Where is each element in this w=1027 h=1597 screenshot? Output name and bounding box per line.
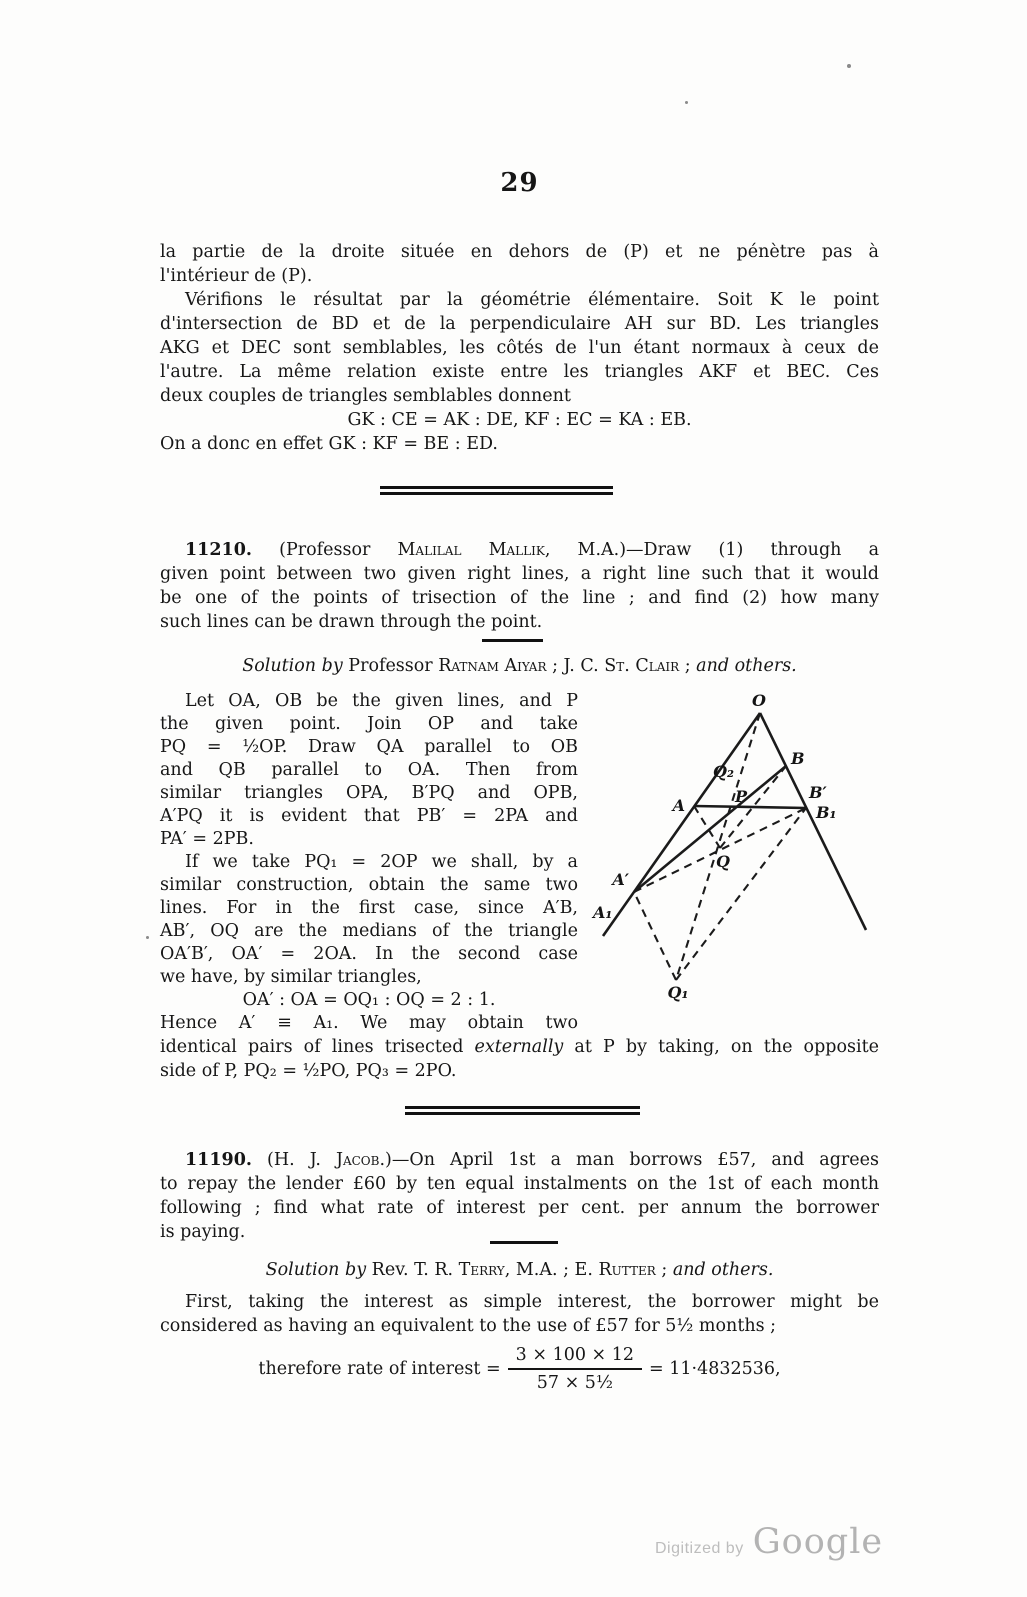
dashed-line-Q1-B1 [676, 808, 806, 980]
problem-11210 [160, 538, 879, 634]
text-fragment: ( [251, 1150, 274, 1170]
dashed-line-Q1-Aprime [634, 892, 676, 980]
figure-label: B′ [809, 783, 827, 802]
solution-header-11190 [160, 1260, 879, 1280]
text-fragment: at P by taking, on the opposite [563, 1037, 879, 1057]
text-line: such lines can be drawn through the point. [160, 612, 543, 632]
text-line [160, 1035, 879, 1059]
text-fragment: externally [474, 1037, 564, 1057]
text-line: and QB parallel to OA. Then from [160, 760, 578, 780]
scan-speck [847, 64, 851, 68]
given-line-left [603, 713, 760, 936]
figure-label: O [752, 691, 766, 710]
text-line: OA′B′, OA′ = 2OA. In the second case [160, 944, 578, 964]
geometry-figure [573, 678, 898, 1013]
text-line: the given point. Join OP and take [160, 714, 578, 734]
text-line: PQ = ½OP. Draw QA parallel to OB [160, 737, 578, 757]
text-line: l'intérieur de (P). [160, 266, 313, 286]
text-line: AKG et DEC sont semblables, les côtés de l'un étant normaux à ceux de [160, 338, 879, 358]
digitized-watermark [655, 1522, 883, 1562]
scan-speck [146, 936, 149, 939]
text-fragment: Malilal Mallik [397, 540, 545, 560]
text-fragment: identical pairs of lines trisected [160, 1037, 475, 1057]
figure-label: Q₂ [713, 762, 734, 781]
text-fragment: and others. [696, 656, 797, 676]
text-fragment: and others. [672, 1260, 774, 1280]
interest-formula [160, 1344, 879, 1393]
text-line: side of P, PQ₂ = ½PO, PQ₃ = 2PO. [160, 1061, 457, 1081]
text-fragment: Solution by [242, 656, 343, 676]
text-line: to repay the lender £60 by ten equal instalments on the 1st of each month [160, 1174, 879, 1194]
text-line [160, 1148, 879, 1172]
text-line: PA′ = 2PB. [160, 829, 254, 849]
fraction-denominator: 57 × 5½ [536, 1373, 613, 1393]
text-line: On a donc en effet GK : KF = BE : ED. [160, 434, 498, 454]
text-fragment: Terry [458, 1260, 505, 1280]
figure-labels [591, 691, 837, 1002]
text-line: Hence A′ ≡ A₁. We may obtain two [160, 1013, 578, 1033]
text-fragment: J. C. St. Clair [563, 656, 680, 676]
text-line: we have, by similar triangles, [160, 967, 422, 987]
problem-11190 [160, 1148, 879, 1244]
text-line: lines. For in the first case, since A′B, [160, 898, 578, 918]
text-line: First, taking the interest as simple interest, the borrower might be [185, 1292, 879, 1312]
text-fragment: Professor [342, 656, 439, 676]
solution-header-11210 [160, 656, 879, 676]
text-fragment: , M.A.)—Draw (1) through a [544, 540, 880, 560]
fraction-numerator: 3 × 100 × 12 [508, 1344, 642, 1370]
text-fragment: ; [546, 656, 564, 676]
figure-label: P [735, 787, 748, 806]
text-line: l'autre. La même relation existe entre les triangles AKF et BEC. Ces [160, 362, 879, 382]
figure-canvas [573, 678, 898, 1013]
text-fragment: H. J. Jacob. [273, 1150, 386, 1170]
text-line: following ; find what rate of interest per cent. per annum the borrower [160, 1198, 879, 1218]
text-line: deux couples de triangles semblables donnent [160, 386, 571, 406]
formula-fraction [508, 1344, 642, 1393]
text-fragment: ; [655, 1260, 673, 1280]
text-line: Vérifions le résultat par la géométrie élémentaire. Soit K le point [185, 290, 879, 310]
divider-double-2 [405, 1106, 640, 1115]
text-fragment: Rev. T. R. [366, 1260, 459, 1280]
solution-paragraph-11190 [160, 1290, 879, 1338]
text-fragment: (Professor [251, 540, 398, 560]
divider-bar [380, 492, 613, 495]
figure-label: Q₁ [667, 983, 689, 1002]
solution-wide-11210 [160, 1035, 879, 1083]
text-line: given point between two given right lines, a right line such that it would [160, 564, 879, 584]
text-fragment: )—On April 1st a man borrows £57, and agrees [385, 1150, 879, 1170]
figure-solid-lines [603, 713, 866, 936]
divider-double-1 [380, 486, 613, 495]
given-line-right [760, 713, 866, 930]
text-line: la partie de la droite située en dehors de (P) et ne pénètre pas à [160, 242, 879, 262]
formula-result: = 11·4832536, [649, 1358, 781, 1379]
divider-short-2 [490, 1241, 558, 1244]
text-fragment: 11190. [185, 1150, 252, 1170]
watermark-prefix: Digitized by [655, 1540, 744, 1557]
text-line: AB′, OQ are the medians of the triangle [160, 921, 578, 941]
figure-label: B₁ [816, 803, 837, 822]
figure-label: Q [716, 852, 730, 871]
text-line: similar construction, obtain the same two [160, 875, 578, 895]
text-line: OA′ : OA = OQ₁ : OQ = 2 : 1. [242, 990, 496, 1010]
text-line: GK : CE = AK : DE, KF : EC = KA : EB. [347, 410, 692, 430]
text-fragment: Solution by [265, 1260, 367, 1280]
dashed-line-A-Q [694, 806, 720, 848]
text-fragment: Rutter [598, 1260, 656, 1280]
figure-label: A₁ [593, 903, 613, 922]
intro-paragraph [160, 240, 879, 456]
text-fragment: , M.A. ; E. [504, 1260, 599, 1280]
scan-speck [685, 101, 688, 104]
text-fragment: Ratnam Aiyar [438, 656, 547, 676]
formula-lead: therefore rate of interest = [258, 1358, 501, 1379]
text-line: be one of the points of trisection of the line ; and find (2) how many [160, 588, 879, 608]
text-line: If we take PQ₁ = 2OP we shall, by a [185, 852, 578, 872]
text-line: considered as having an equivalent to the use of £57 for 5½ months ; [160, 1316, 777, 1336]
solution-column-11210 [160, 690, 578, 1035]
figure-label: A [672, 796, 685, 815]
text-line: similar triangles OPA, B′PQ and OPB, [160, 783, 578, 803]
google-logo: Google [752, 1522, 884, 1562]
page-number: 29 [500, 168, 539, 198]
divider-bar [405, 1106, 640, 1109]
text-fragment: 11210. [185, 540, 252, 560]
figure-label: A′ [612, 870, 629, 889]
divider-bar [380, 486, 613, 489]
text-fragment: ; [679, 656, 697, 676]
trisected-line-A-B1 [694, 806, 806, 808]
text-line: is paying. [160, 1222, 246, 1242]
text-line: d'intersection de BD et de la perpendiculaire AH sur BD. Les triangles [160, 314, 879, 334]
figure-label: B [791, 749, 805, 768]
text-line [160, 538, 879, 562]
text-line: A′PQ it is evident that PB′ = 2PA and [160, 806, 578, 826]
text-line: Let OA, OB be the given lines, and P [185, 691, 578, 711]
divider-bar [405, 1112, 640, 1115]
divider-short-1 [482, 639, 543, 642]
